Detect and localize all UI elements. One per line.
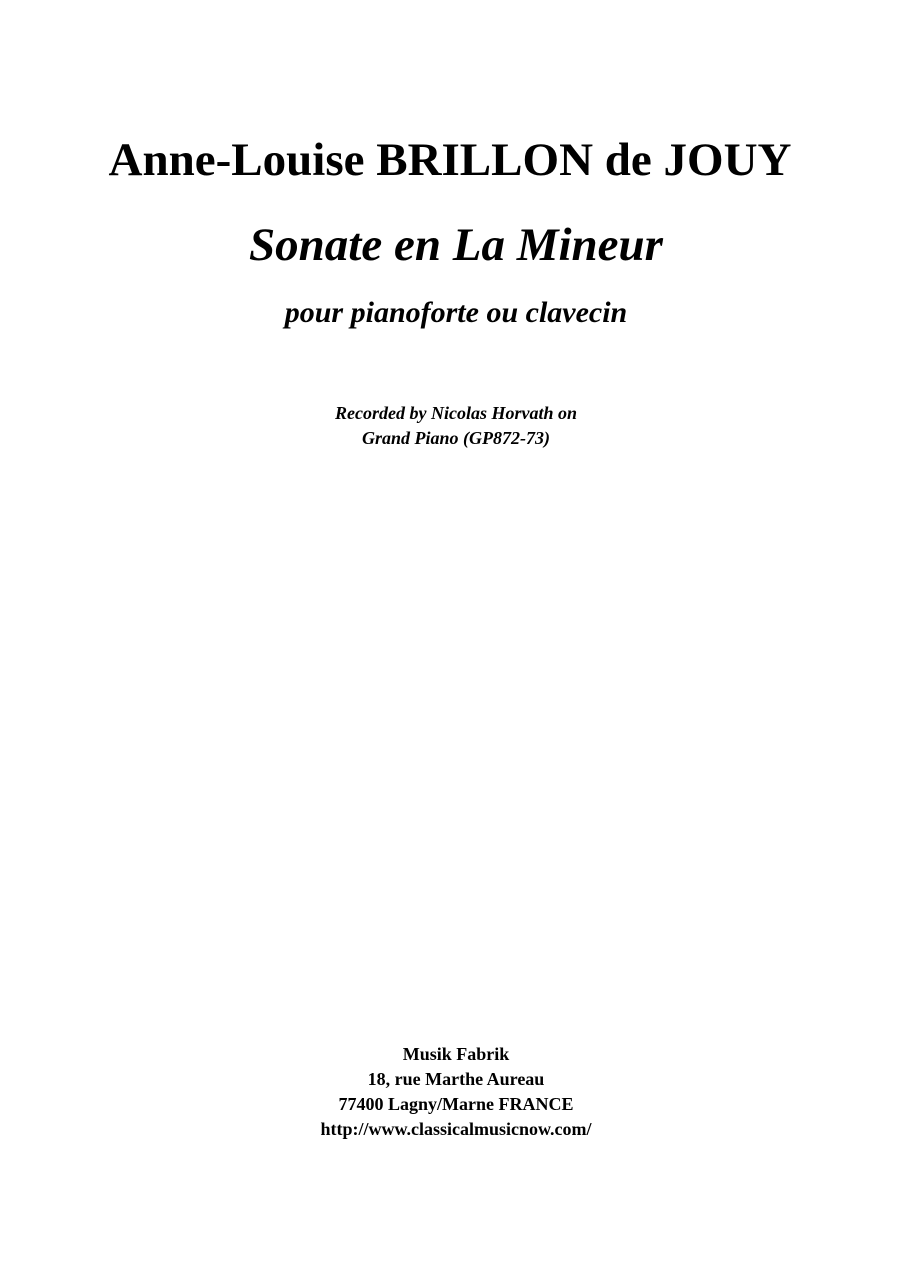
publisher-block [6, 1042, 900, 1142]
publisher-street: 18, rue Marthe Aureau [367, 1069, 545, 1089]
publisher-name: Musik Fabrik [402, 1044, 510, 1064]
publisher-url: http://www.classicalmusicnow.com/ [320, 1119, 592, 1139]
publisher-city: 77400 Lagny/Marne FRANCE [338, 1094, 574, 1114]
work-subtitle: pour pianoforte ou clavecin [284, 296, 628, 329]
recording-credit-line-2: Grand Piano (GP872-73) [362, 428, 550, 448]
recording-credit-line-1: Recorded by Nicolas Horvath on [335, 403, 577, 423]
work-title: Sonate en La Mineur [249, 219, 663, 271]
recording-credit [6, 401, 900, 451]
composer-name: Anne-Louise BRILLON de JOUY [108, 134, 792, 186]
